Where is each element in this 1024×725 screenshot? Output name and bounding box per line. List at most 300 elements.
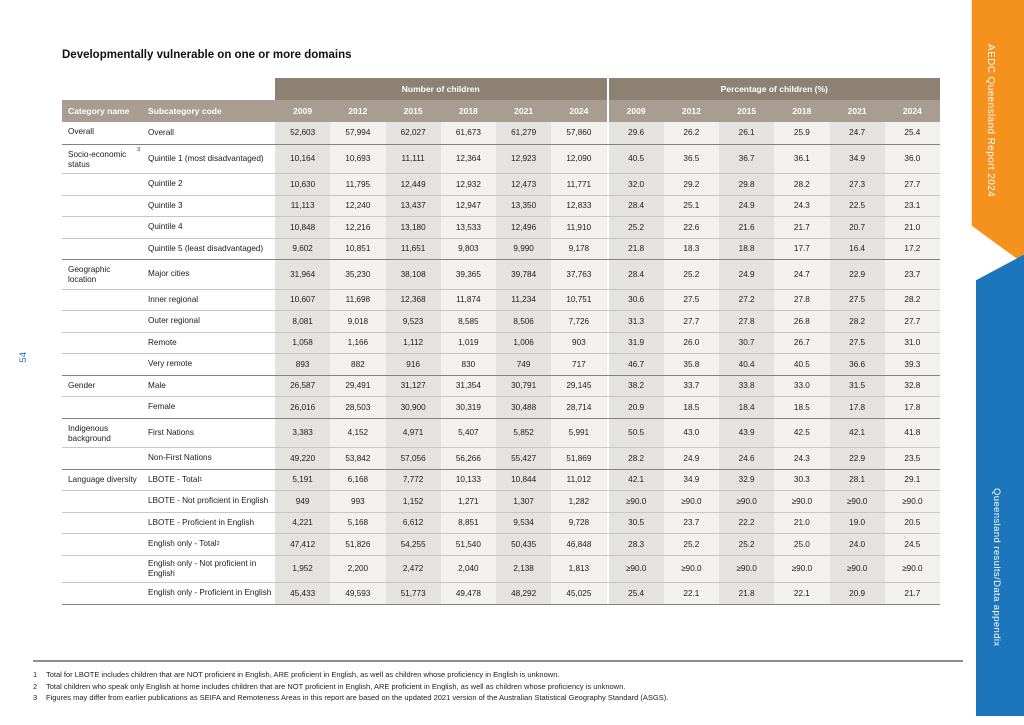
section-title-vertical: Queensland results/Data appendix — [991, 488, 1002, 647]
number-of-children-cell: 10,844 — [496, 470, 551, 491]
number-of-children-cell: 993 — [330, 491, 385, 512]
percentage-of-children-cell: 33.0 — [774, 376, 829, 397]
subcategory-code-cell: English only - Total 2 — [148, 539, 220, 549]
percentage-of-children-cell: 24.9 — [719, 260, 774, 289]
percentage-of-children-cell: 27.8 — [774, 290, 829, 311]
category-name-cell: Gender — [68, 380, 96, 390]
category-name-cell — [62, 583, 140, 604]
number-of-children-cell: 12,473 — [496, 174, 551, 195]
table-row — [62, 533, 940, 555]
percentage-of-children-cell: 40.5 — [774, 354, 829, 375]
number-of-children-cell: 9,534 — [496, 513, 551, 534]
category-name-cell — [62, 513, 140, 534]
percentage-of-children-cell: 29.1 — [885, 470, 940, 491]
table-row — [62, 396, 940, 418]
percentage-of-children-cell: 28.3 — [607, 534, 664, 555]
table-row — [62, 375, 940, 397]
percentage-of-children-cell: 24.5 — [885, 534, 940, 555]
column-header-year: 2009 — [293, 106, 313, 116]
percentage-of-children-cell: 23.7 — [664, 513, 719, 534]
number-of-children-cell: 54,255 — [386, 534, 441, 555]
subcategory-code-cell: Female — [148, 402, 176, 412]
percentage-of-children-cell: 29.2 — [664, 174, 719, 195]
number-of-children-cell: 57,994 — [330, 122, 385, 144]
percentage-of-children-cell: 18.5 — [664, 397, 719, 418]
number-of-children-cell: 4,152 — [330, 419, 385, 448]
percentage-of-children-cell: 20.9 — [607, 397, 664, 418]
number-of-children-cell: 5,407 — [441, 419, 496, 448]
number-of-children-cell: 61,673 — [441, 122, 496, 144]
category-name-cell — [62, 196, 140, 217]
percentage-of-children-cell: 28.2 — [607, 448, 664, 469]
percentage-of-children-cell: 24.9 — [719, 196, 774, 217]
number-of-children-cell: 11,698 — [330, 290, 385, 311]
number-of-children-cell: 30,900 — [386, 397, 441, 418]
percentage-of-children-cell: 21.7 — [774, 217, 829, 238]
number-of-children-cell: 39,365 — [441, 260, 496, 289]
table-row — [62, 238, 940, 260]
percentage-of-children-cell: 31.3 — [607, 311, 664, 332]
subcategory-code-cell: First Nations — [148, 427, 194, 437]
number-of-children-cell: 5,191 — [275, 470, 330, 491]
number-of-children-cell: 5,852 — [496, 419, 551, 448]
number-of-children-cell: 38,108 — [386, 260, 441, 289]
table-row — [62, 144, 940, 174]
subcategory-code-cell: Major cities — [148, 269, 190, 279]
number-of-children-cell: 4,221 — [275, 513, 330, 534]
footnote-marker: 2 — [33, 681, 38, 691]
column-header-year: 2009 — [607, 100, 664, 122]
percentage-of-children-cell: 25.4 — [885, 122, 940, 144]
percentage-of-children-cell: 23.1 — [885, 196, 940, 217]
number-of-children-cell: 51,826 — [330, 534, 385, 555]
percentage-of-children-cell: 25.9 — [774, 122, 829, 144]
percentage-of-children-cell: 20.7 — [830, 217, 885, 238]
percentage-of-children-cell: 24.9 — [664, 448, 719, 469]
column-header-year: 2015 — [403, 106, 423, 116]
percentage-of-children-cell: 17.7 — [774, 239, 829, 260]
number-of-children-cell: 6,168 — [330, 470, 385, 491]
number-of-children-cell: 12,947 — [441, 196, 496, 217]
number-of-children-cell: 2,200 — [330, 556, 385, 583]
number-of-children-cell: 11,771 — [551, 174, 606, 195]
number-of-children-cell: 1,112 — [386, 333, 441, 354]
percentage-of-children-cell: 18.5 — [774, 397, 829, 418]
number-of-children-cell: 57,056 — [386, 448, 441, 469]
number-of-children-cell: 9,990 — [496, 239, 551, 260]
table-row — [62, 122, 940, 144]
percentage-of-children-cell: 36.6 — [830, 354, 885, 375]
number-of-children-cell: 35,230 — [330, 260, 385, 289]
percentage-of-children-cell: 27.7 — [885, 311, 940, 332]
category-name-cell — [62, 333, 140, 354]
footnote — [33, 692, 963, 704]
percentage-of-children-cell: 23.7 — [885, 260, 940, 289]
group-header-number-of-children: Number of children — [275, 78, 607, 100]
number-of-children-cell: 11,113 — [275, 196, 330, 217]
table-group-header-row — [62, 78, 940, 100]
category-name-cell — [62, 354, 140, 375]
number-of-children-cell: 55,427 — [496, 448, 551, 469]
number-of-children-cell: 749 — [496, 354, 551, 375]
number-of-children-cell: 51,773 — [386, 583, 441, 604]
number-of-children-cell: 2,040 — [441, 556, 496, 583]
percentage-of-children-cell: 26.8 — [774, 311, 829, 332]
percentage-of-children-cell: 29.8 — [719, 174, 774, 195]
percentage-of-children-cell: 32.0 — [607, 174, 664, 195]
footnote-text: Total children who speak only English at home includes children that are NOT proficient in English, ARE proficient in English, as well as children whose proficiency is unknown. — [46, 681, 626, 691]
percentage-of-children-cell: 27.2 — [719, 290, 774, 311]
table-row — [62, 310, 940, 332]
number-of-children-cell: 13,350 — [496, 196, 551, 217]
percentage-of-children-cell: 43.0 — [664, 419, 719, 448]
subcategory-code-cell: Remote — [148, 337, 177, 347]
percentage-of-children-cell: 18.3 — [664, 239, 719, 260]
percentage-of-children-cell: 40.4 — [719, 354, 774, 375]
percentage-of-children-cell: 36.5 — [664, 145, 719, 174]
percentage-of-children-cell: 22.5 — [830, 196, 885, 217]
percentage-of-children-cell: 22.1 — [664, 583, 719, 604]
percentage-of-children-cell: 17.2 — [885, 239, 940, 260]
number-of-children-cell: 10,607 — [275, 290, 330, 311]
percentage-of-children-cell: 32.9 — [719, 470, 774, 491]
footnotes — [33, 660, 963, 704]
subcategory-code-cell: Male — [148, 380, 166, 390]
number-of-children-cell: 12,932 — [441, 174, 496, 195]
percentage-of-children-cell: 42.1 — [607, 470, 664, 491]
percentage-of-children-cell: 27.5 — [830, 333, 885, 354]
number-of-children-cell: 5,168 — [330, 513, 385, 534]
percentage-of-children-cell: 22.2 — [719, 513, 774, 534]
number-of-children-cell: 1,282 — [551, 491, 606, 512]
number-of-children-cell: 916 — [386, 354, 441, 375]
data-table — [62, 78, 940, 605]
percentage-of-children-cell: 31.9 — [607, 333, 664, 354]
number-of-children-cell: 10,693 — [330, 145, 385, 174]
number-of-children-cell: 31,964 — [275, 260, 330, 289]
percentage-of-children-cell: ≥90.0 — [719, 491, 774, 512]
percentage-of-children-cell: 28.2 — [830, 311, 885, 332]
subcategory-code-cell: Non-First Nations — [148, 453, 212, 463]
number-of-children-cell: 49,220 — [275, 448, 330, 469]
table-row — [62, 447, 940, 469]
number-of-children-cell: 11,874 — [441, 290, 496, 311]
percentage-of-children-cell: ≥90.0 — [607, 556, 664, 583]
category-name-cell — [62, 448, 140, 469]
category-name-cell — [62, 491, 140, 512]
subcategory-code-cell: Quintile 1 (most disadvantaged) — [148, 153, 264, 163]
number-of-children-cell: 50,435 — [496, 534, 551, 555]
number-of-children-cell: 717 — [551, 354, 606, 375]
percentage-of-children-cell: 30.3 — [774, 470, 829, 491]
number-of-children-cell: 1,058 — [275, 333, 330, 354]
footnote-marker: 1 — [33, 670, 38, 679]
percentage-of-children-cell: 25.2 — [664, 534, 719, 555]
number-of-children-cell: 1,006 — [496, 333, 551, 354]
percentage-of-children-cell: 24.7 — [774, 260, 829, 289]
subcategory-code-cell: English only - Proficient in English — [148, 588, 272, 598]
table-row — [62, 195, 940, 217]
percentage-of-children-cell: ≥90.0 — [885, 491, 940, 512]
number-of-children-cell: 13,437 — [386, 196, 441, 217]
footnote — [33, 681, 963, 693]
number-of-children-cell: 8,851 — [441, 513, 496, 534]
percentage-of-children-cell: 25.2 — [607, 217, 664, 238]
number-of-children-cell: 2,472 — [386, 556, 441, 583]
number-of-children-cell: 4,971 — [386, 419, 441, 448]
category-name-cell — [62, 217, 140, 238]
percentage-of-children-cell: 31.0 — [885, 333, 940, 354]
column-header-category-name: Category name — [68, 106, 130, 116]
percentage-of-children-cell: 28.4 — [607, 196, 664, 217]
percentage-of-children-cell: 27.8 — [719, 311, 774, 332]
number-of-children-cell: 9,018 — [330, 311, 385, 332]
percentage-of-children-cell: 26.7 — [774, 333, 829, 354]
subcategory-code-cell: Quintile 3 — [148, 200, 183, 210]
subcategory-code-cell: English only - Not proficient in English — [148, 558, 257, 578]
number-of-children-cell: 39,784 — [496, 260, 551, 289]
percentage-of-children-cell: 25.4 — [607, 583, 664, 604]
column-header-year: 2021 — [514, 106, 534, 116]
percentage-of-children-cell: 30.5 — [607, 513, 664, 534]
subcategory-code-cell: Quintile 5 (least disadvantaged) — [148, 243, 264, 253]
number-of-children-cell: 45,433 — [275, 583, 330, 604]
percentage-of-children-cell: 21.7 — [885, 583, 940, 604]
percentage-of-children-cell: 24.7 — [830, 122, 885, 144]
number-of-children-cell: 10,164 — [275, 145, 330, 174]
percentage-of-children-cell: 24.3 — [774, 448, 829, 469]
subcategory-code-cell: Very remote — [148, 359, 193, 369]
number-of-children-cell: 5,991 — [551, 419, 606, 448]
category-name-cell — [62, 311, 140, 332]
percentage-of-children-cell: 22.9 — [830, 260, 885, 289]
table-row — [62, 469, 940, 491]
category-name-cell — [62, 174, 140, 195]
percentage-of-children-cell: ≥90.0 — [607, 491, 664, 512]
footnote-marker: 3 — [33, 693, 38, 703]
subcategory-code-cell: LBOTE - Proficient in English — [148, 517, 255, 527]
number-of-children-cell: 1,271 — [441, 491, 496, 512]
number-of-children-cell: 51,869 — [551, 448, 606, 469]
category-name-cell: Geographic location — [68, 265, 111, 285]
percentage-of-children-cell: 27.5 — [664, 290, 719, 311]
number-of-children-cell: 3,383 — [275, 419, 330, 448]
number-of-children-cell: 47,412 — [275, 534, 330, 555]
number-of-children-cell: 31,354 — [441, 376, 496, 397]
percentage-of-children-cell: 43.9 — [719, 419, 774, 448]
number-of-children-cell: 882 — [330, 354, 385, 375]
group-header-percentage-of-children: Percentage of children (%) — [607, 78, 941, 100]
report-title-vertical: AEDC Queensland Report 2024 — [985, 44, 996, 198]
number-of-children-cell: 26,016 — [275, 397, 330, 418]
number-of-children-cell: 12,240 — [330, 196, 385, 217]
percentage-of-children-cell: 24.3 — [774, 196, 829, 217]
category-name-cell — [62, 290, 140, 311]
column-header-year: 2018 — [792, 106, 812, 116]
number-of-children-cell: 9,602 — [275, 239, 330, 260]
percentage-of-children-cell: 35.8 — [664, 354, 719, 375]
percentage-of-children-cell: 50.5 — [607, 419, 664, 448]
number-of-children-cell: 7,772 — [386, 470, 441, 491]
number-of-children-cell: 26,587 — [275, 376, 330, 397]
percentage-of-children-cell: 18.8 — [719, 239, 774, 260]
percentage-of-children-cell: 23.5 — [885, 448, 940, 469]
number-of-children-cell: 7,726 — [551, 311, 606, 332]
subcategory-code-cell: Overall — [148, 127, 174, 137]
table-row — [62, 289, 940, 311]
percentage-of-children-cell: 17.8 — [885, 397, 940, 418]
number-of-children-cell: 37,763 — [551, 260, 606, 289]
number-of-children-cell: 893 — [275, 354, 330, 375]
number-of-children-cell: 8,081 — [275, 311, 330, 332]
percentage-of-children-cell: 21.0 — [774, 513, 829, 534]
number-of-children-cell: 29,145 — [551, 376, 606, 397]
number-of-children-cell: 1,952 — [275, 556, 330, 583]
percentage-of-children-cell: ≥90.0 — [885, 556, 940, 583]
number-of-children-cell: 30,791 — [496, 376, 551, 397]
number-of-children-cell: 1,166 — [330, 333, 385, 354]
number-of-children-cell: 9,178 — [551, 239, 606, 260]
number-of-children-cell: 29,491 — [330, 376, 385, 397]
percentage-of-children-cell: 26.2 — [664, 122, 719, 144]
column-header-year: 2018 — [458, 106, 478, 116]
number-of-children-cell: 10,133 — [441, 470, 496, 491]
percentage-of-children-cell: ≥90.0 — [830, 556, 885, 583]
percentage-of-children-cell: 25.2 — [664, 260, 719, 289]
percentage-of-children-cell: 21.0 — [885, 217, 940, 238]
percentage-of-children-cell: 24.6 — [719, 448, 774, 469]
percentage-of-children-cell: ≥90.0 — [719, 556, 774, 583]
percentage-of-children-cell: 38.2 — [607, 376, 664, 397]
number-of-children-cell: 12,364 — [441, 145, 496, 174]
number-of-children-cell: 10,630 — [275, 174, 330, 195]
percentage-of-children-cell: 28.1 — [830, 470, 885, 491]
number-of-children-cell: 52,603 — [275, 122, 330, 144]
percentage-of-children-cell: 28.4 — [607, 260, 664, 289]
table-row — [62, 173, 940, 195]
number-of-children-cell: 49,478 — [441, 583, 496, 604]
number-of-children-cell: 28,503 — [330, 397, 385, 418]
percentage-of-children-cell: ≥90.0 — [774, 491, 829, 512]
percentage-of-children-cell: 18.4 — [719, 397, 774, 418]
number-of-children-cell: 12,923 — [496, 145, 551, 174]
column-header-year: 2024 — [902, 106, 922, 116]
number-of-children-cell: 12,368 — [386, 290, 441, 311]
table-row — [62, 259, 940, 289]
percentage-of-children-cell: 22.6 — [664, 217, 719, 238]
number-of-children-cell: 10,848 — [275, 217, 330, 238]
column-header-subcategory-code: Subcategory code — [148, 106, 222, 116]
percentage-of-children-cell: ≥90.0 — [830, 491, 885, 512]
percentage-of-children-cell: 25.0 — [774, 534, 829, 555]
number-of-children-cell: 1,152 — [386, 491, 441, 512]
percentage-of-children-cell: ≥90.0 — [774, 556, 829, 583]
table-row — [62, 353, 940, 375]
percentage-of-children-cell: 33.7 — [664, 376, 719, 397]
page-title: Developmentally vulnerable on one or more domains — [62, 49, 352, 61]
percentage-of-children-cell: 22.9 — [830, 448, 885, 469]
category-name-cell: Overall — [68, 127, 94, 136]
table-row — [62, 490, 940, 512]
category-name-cell: Indigenous background — [68, 423, 111, 443]
page-number: 54 — [18, 352, 29, 363]
number-of-children-cell: 11,795 — [330, 174, 385, 195]
number-of-children-cell: 11,012 — [551, 470, 606, 491]
table-row — [62, 582, 940, 604]
number-of-children-cell: 13,533 — [441, 217, 496, 238]
percentage-of-children-cell: 27.7 — [885, 174, 940, 195]
percentage-of-children-cell: ≥90.0 — [664, 556, 719, 583]
percentage-of-children-cell: 36.7 — [719, 145, 774, 174]
percentage-of-children-cell: 25.2 — [719, 534, 774, 555]
number-of-children-cell: 2,138 — [496, 556, 551, 583]
number-of-children-cell: 30,319 — [441, 397, 496, 418]
number-of-children-cell: 28,714 — [551, 397, 606, 418]
subcategory-code-cell: Quintile 2 — [148, 179, 183, 189]
number-of-children-cell: 46,848 — [551, 534, 606, 555]
percentage-of-children-cell: 31.5 — [830, 376, 885, 397]
column-header-year: 2024 — [569, 106, 589, 116]
number-of-children-cell: 9,728 — [551, 513, 606, 534]
percentage-of-children-cell: 21.8 — [607, 239, 664, 260]
footnote-text: Figures may differ from earlier publications as SEIFA and Remoteness Areas in this report are based on the updated 2021 version of the Australian Statistical Geography Standard (ASGS). — [46, 693, 669, 703]
percentage-of-children-cell: 20.5 — [885, 513, 940, 534]
percentage-of-children-cell: 29.6 — [607, 122, 664, 144]
percentage-of-children-cell: 17.8 — [830, 397, 885, 418]
number-of-children-cell: 51,540 — [441, 534, 496, 555]
percentage-of-children-cell: 40.5 — [607, 145, 664, 174]
subcategory-code-cell: Inner regional — [148, 294, 199, 304]
number-of-children-cell: 10,751 — [551, 290, 606, 311]
number-of-children-cell: 62,027 — [386, 122, 441, 144]
number-of-children-cell: 13,180 — [386, 217, 441, 238]
percentage-of-children-cell: 33.8 — [719, 376, 774, 397]
percentage-of-children-cell: 27.5 — [830, 290, 885, 311]
group-header-spacer — [62, 78, 275, 100]
percentage-of-children-cell: 36.0 — [885, 145, 940, 174]
footnote — [33, 669, 963, 681]
column-header-year: 2021 — [847, 106, 867, 116]
number-of-children-cell: 830 — [441, 354, 496, 375]
percentage-of-children-cell: 36.1 — [774, 145, 829, 174]
table-row — [62, 332, 940, 354]
number-of-children-cell: 12,833 — [551, 196, 606, 217]
percentage-of-children-cell: 27.7 — [664, 311, 719, 332]
number-of-children-cell: 6,612 — [386, 513, 441, 534]
percentage-of-children-cell: 46.7 — [607, 354, 664, 375]
percentage-of-children-cell: 21.6 — [719, 217, 774, 238]
percentage-of-children-cell: 30.7 — [719, 333, 774, 354]
number-of-children-cell: 53,842 — [330, 448, 385, 469]
number-of-children-cell: 48,292 — [496, 583, 551, 604]
number-of-children-cell: 1,307 — [496, 491, 551, 512]
number-of-children-cell: 45,025 — [551, 583, 606, 604]
table-row — [62, 512, 940, 534]
number-of-children-cell: 11,910 — [551, 217, 606, 238]
category-name-cell — [62, 534, 140, 555]
number-of-children-cell: 30,488 — [496, 397, 551, 418]
number-of-children-cell: 8,585 — [441, 311, 496, 332]
percentage-of-children-cell: 39.3 — [885, 354, 940, 375]
category-name-cell — [62, 397, 140, 418]
percentage-of-children-cell: ≥90.0 — [664, 491, 719, 512]
number-of-children-cell: 31,127 — [386, 376, 441, 397]
subcategory-code-cell: LBOTE - Total 1 — [148, 474, 203, 484]
number-of-children-cell: 903 — [551, 333, 606, 354]
percentage-of-children-cell: 26.1 — [719, 122, 774, 144]
percentage-of-children-cell: 28.2 — [774, 174, 829, 195]
column-header-year: 2012 — [681, 106, 701, 116]
